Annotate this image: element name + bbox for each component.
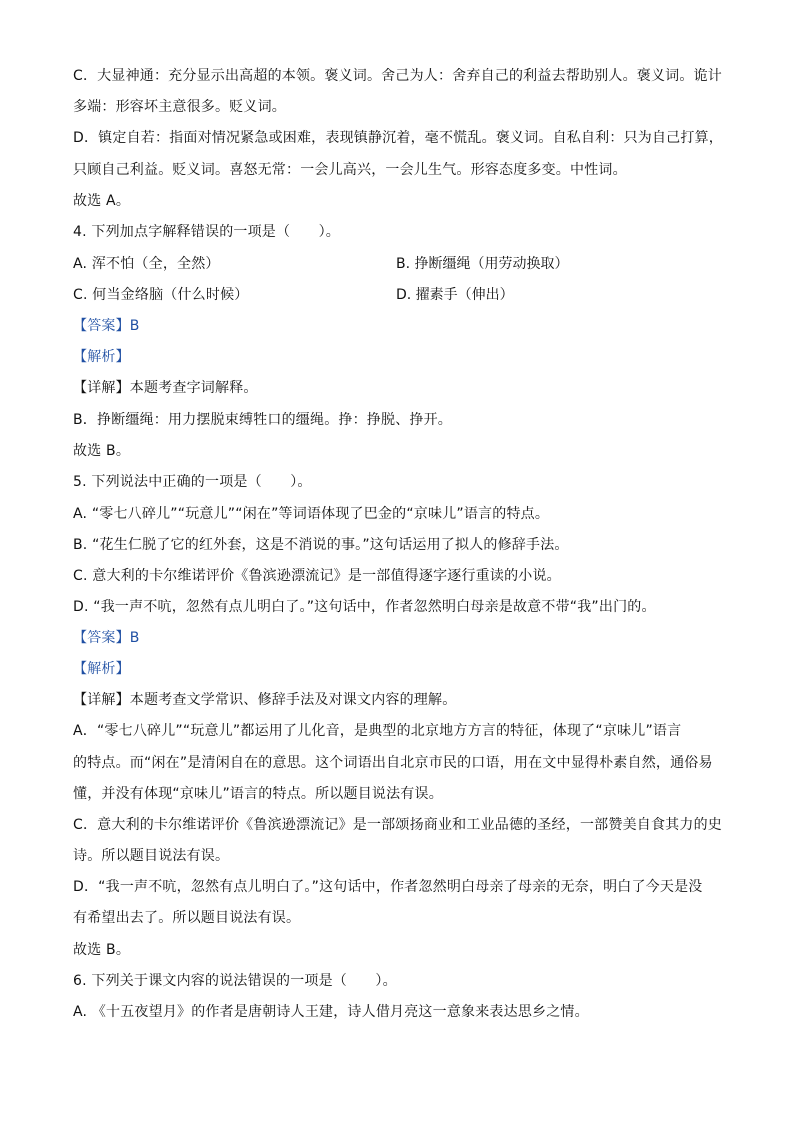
detail-text: 【详解】本题考查字词解释。 bbox=[73, 380, 258, 396]
question-5-stem: 5. 下列说法中正确的一项是（ ）。 bbox=[73, 474, 312, 490]
text-line: 的特点。而“闲在”是清闲自在的意思。这个词语出自北京市民的口语，用在文中显得朴素自然，通俗易 bbox=[73, 755, 713, 771]
text-line: D．“我一声不吭，忽然有点儿明白了。”这句话中，作者忽然明白母亲了母亲的无奈，明白了今天是没 bbox=[73, 879, 703, 895]
option-a: A. 浑不怕（全，全然） bbox=[73, 256, 220, 272]
question-6-stem: 6. 下列关于课文内容的说法错误的一项是（ ）。 bbox=[73, 973, 397, 989]
question-4-stem: 4. 下列加点字解释错误的一项是（ ）。 bbox=[73, 224, 341, 240]
text-line: C．意大利的卡尔维诺评价《鲁滨逊漂流记》是一部颂扬商业和工业品德的圣经，一部赞美自食其力的史 bbox=[73, 817, 722, 833]
text-line: 故选 A。 bbox=[73, 193, 131, 209]
text-line: 故选 B。 bbox=[73, 942, 131, 958]
analysis-label: 【解析】 bbox=[73, 661, 130, 677]
option-c: C. 何当金络脑（什么时候） bbox=[73, 287, 249, 303]
answer-label: 【答案】B bbox=[73, 318, 140, 334]
option-d: D. 擢素手（伸出） bbox=[396, 287, 514, 303]
text-line: D．镇定自若：指面对情况紧急或困难，表现镇静沉着，毫不慌乱。褒义词。自私自利：只为自己打算， bbox=[73, 130, 723, 146]
text-line: 诗。所以题目说法有误。 bbox=[73, 848, 230, 864]
answer-label: 【答案】B bbox=[73, 630, 140, 646]
text-line: 故选 B。 bbox=[73, 443, 131, 459]
text-line: 懂，并没有体现“京味儿”语言的特点。所以题目说法有误。 bbox=[73, 786, 443, 802]
option-a: A. “零七八碎儿”“玩意儿”“闲在”等词语体现了巴金的“京味儿”语言的特点。 bbox=[73, 506, 550, 522]
option-d: D. “我一声不吭，忽然有点儿明白了。”这句话中，作者忽然明白母亲是故意不带“我”出门的。 bbox=[73, 599, 656, 615]
option-a: A. 《十五夜望月》的作者是唐朝诗人王建，诗人借月亮这一意象来表达思乡之情。 bbox=[73, 1004, 589, 1020]
analysis-label: 【解析】 bbox=[73, 349, 130, 365]
text-line: B．挣断缰绳：用力摆脱束缚牲口的缰绳。挣：挣脱、挣开。 bbox=[73, 412, 453, 428]
option-b: B. “花生仁脱了它的红外套，这是不消说的事。”这句话运用了拟人的修辞手法。 bbox=[73, 537, 569, 553]
text-line: 有希望出去了。所以题目说法有误。 bbox=[73, 910, 301, 926]
option-b: B. 挣断缰绳（用劳动换取） bbox=[396, 256, 569, 272]
text-line: 只顾自己利益。贬义词。喜怒无常：一会儿高兴，一会儿生气。形容态度多变。中性词。 bbox=[73, 162, 627, 178]
text-line: A．“零七八碎儿”“玩意儿”都运用了儿化音，是典型的北京地方方言的特征，体现了“京味儿”语言 bbox=[73, 723, 682, 739]
text-line: 多端：形容坏主意很多。贬义词。 bbox=[73, 99, 286, 115]
text-line: C．大显神通：充分显示出高超的本领。褒义词。舍己为人：舍弃自己的利益去帮助别人。褒义词。诡计 bbox=[73, 68, 722, 84]
option-c: C. 意大利的卡尔维诺评价《鲁滨逊漂流记》是一部值得逐字逐行重读的小说。 bbox=[73, 568, 561, 584]
detail-text: 【详解】本题考查文学常识、修辞手法及对课文内容的理解。 bbox=[73, 692, 457, 708]
